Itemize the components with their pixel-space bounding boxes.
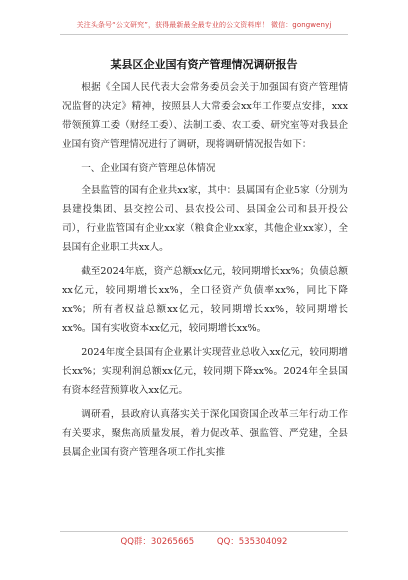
qq-contact-text: QQ：535304092 xyxy=(216,537,288,547)
body-paragraph: 2024年度全县国有企业累计实现营业总收入xx亿元，较同期增长xx%；实现利润总额xx亿元，较同期下降xx%。2024年全县国有资本经营预算收入xx亿元。 xyxy=(62,347,348,396)
document-title: 某县区企业国有资产管理情况调研报告 xyxy=(110,58,298,71)
qq-group-text: QQ群：30265665 xyxy=(120,537,195,547)
contact-footer xyxy=(0,535,408,547)
body-paragraph: 截至2024年底，资产总额xx亿元，较同期增长xx%；负债总额xx亿元，较同期增长xx%，全口径资产负债率xx%，同比下降xx%；所有者权益总额xx亿元，较同期增长xx%，较同期增长xx%。国有实收资本xx亿元，较同期增长xx%。 xyxy=(62,266,348,334)
document-body xyxy=(62,78,348,467)
body-paragraph: 调研看，县政府认真落实关于深化国资国企改革三年行动工作有关要求，聚焦高质量发展，着力促改革、强监管、严党建，全县县属企业国有资产管理各项工作扎实推 xyxy=(62,409,348,458)
body-paragraph: 全县监管的国有企业共xx家，其中：县属国有企业5家（分别为县建投集团、县交控公司、县农投公司、县国金公司和县开投公司），行业监管国有企业xx家（粮食企业xx家，其他企业xx家），全县国有企业职工共xx人。 xyxy=(62,185,348,253)
intro-paragraph: 根据《全国人民代表大会常务委员会关于加强国有资产管理情况监督的决定》精神，按照县人大常委会xx年工作要点安排，xxx带领预算工委（财经工委）、法制工委、农工委、研究室等对我县企业国有资产管理情况进行了调研，现将调研情况报告如下： xyxy=(62,82,348,150)
footer-divider xyxy=(60,531,348,532)
header-divider xyxy=(60,34,348,35)
section-heading: 一、企业国有资产管理总体情况 xyxy=(81,163,216,174)
promo-header: 关注头条号“公文研究”，获得最新最全最专业的公文资料库！ 微信：gongwenyj xyxy=(76,21,332,29)
